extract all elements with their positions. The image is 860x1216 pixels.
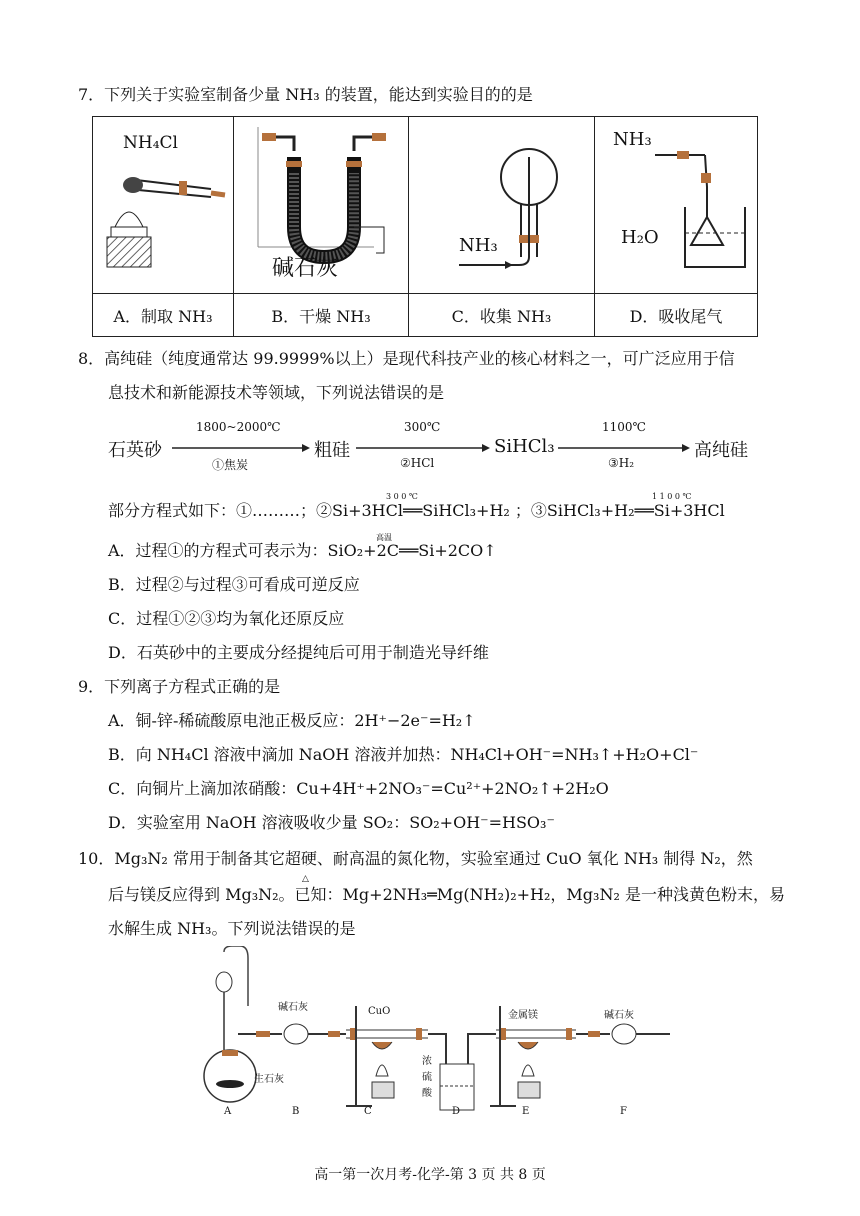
h2o-label: H₂O <box>621 227 659 248</box>
q10-stem-line3: 水解生成 NH₃。下列说法错误的是 <box>108 919 356 938</box>
q7-stem: 7．下列关于实验室制备少量 NH₃ 的装置，能达到实验目的的是 <box>78 85 533 104</box>
option-a-condition: 高温 <box>376 533 392 542</box>
nh3-label-c: NH₃ <box>459 235 498 256</box>
q10-stem-line2: 后与镁反应得到 Mg₃N₂。已知：Mg+2NH₃═Mg(NH₂)₂+H₂，Mg₃N₂ 是一种浅黄色粉末，易 <box>108 885 785 904</box>
q10-heat-condition: △ <box>302 874 309 884</box>
letter-c: C <box>364 1106 372 1117</box>
cond-1-below: ①焦炭 <box>212 458 249 472</box>
q8-option-c: C．过程①②③均为氧化还原反应 <box>108 609 345 628</box>
mg3n2-apparatus <box>196 946 676 1122</box>
q9-option-d: D．实验室用 NaOH 溶液吸收少量 SO₂：SO₂+OH⁻=HSO₃⁻ <box>108 813 555 832</box>
soda-lime-label: 碱石灰 <box>272 256 339 281</box>
quicklime-label: 生石灰 <box>254 1074 284 1085</box>
silicon-process-flow <box>108 420 768 480</box>
q8-option-b: B．过程②与过程③可看成可逆反应 <box>108 575 360 594</box>
option-a-label: A．制取 NH₃ <box>93 294 234 337</box>
option-c-label: C．收集 NH₃ <box>409 294 595 337</box>
flask-collection-diagram <box>409 117 594 293</box>
conc-label-2: 硫 <box>422 1072 432 1083</box>
q7-options-table <box>92 116 758 337</box>
eq2-condition: 3 0 0 ℃ <box>386 492 418 501</box>
page-footer: 高一第一次月考-化学-第 3 页 共 8 页 <box>314 1167 546 1183</box>
q9-option-a: A．铜-锌-稀硫酸原电池正极反应：2H⁺−2e⁻=H₂↑ <box>108 711 476 730</box>
letter-e: E <box>522 1106 530 1117</box>
q8-equations: 部分方程式如下：①………；②Si+3HCl══SiHCl₃+H₂ ；③SiHCl₃+H₂══Si+3HCl <box>108 501 725 520</box>
nh4cl-label: NH₄Cl <box>123 133 178 153</box>
soda-lime-b-label: 碱石灰 <box>278 1002 308 1013</box>
q8-option-d: D．石英砂中的主要成分经提纯后可用于制造光导纤维 <box>108 643 489 662</box>
letter-d: D <box>452 1106 461 1117</box>
option-b-label: B．干燥 NH₃ <box>234 294 409 337</box>
species-sihcl3: SiHCl₃ <box>494 436 555 457</box>
species-crude-si: 粗硅 <box>314 440 350 461</box>
cond-1-above: 1800~2000℃ <box>196 420 281 434</box>
cuo-label: CuO <box>368 1006 391 1017</box>
cond-3-above: 1100℃ <box>602 420 646 434</box>
metal-mg-label: 金属镁 <box>508 1010 538 1021</box>
soda-lime-f-label: 碱石灰 <box>604 1010 634 1021</box>
cond-3-below: ③H₂ <box>608 456 635 470</box>
heating-tube-diagram <box>93 117 233 293</box>
nh3-label-d: NH₃ <box>613 129 652 150</box>
letter-f: F <box>620 1106 627 1117</box>
q8-stem-line2: 息技术和新能源技术等领域，下列说法错误的是 <box>108 383 445 402</box>
q9-option-b: B．向 NH₄Cl 溶液中滴加 NaOH 溶液并加热：NH₄Cl+OH⁻=NH₃↑+H₂O+Cl⁻ <box>108 745 699 764</box>
letter-b: B <box>292 1106 300 1117</box>
conc-label-1: 浓 <box>422 1056 432 1067</box>
q9-stem: 9．下列离子方程式正确的是 <box>78 677 281 696</box>
species-quartz: 石英砂 <box>108 440 162 461</box>
cond-2-below: ②HCl <box>400 456 435 470</box>
q10-stem-line1: 10．Mg₃N₂ 常用于制备其它超硬、耐高温的氮化物，实验室通过 CuO 氧化 NH₃ 制得 N₂，然 <box>78 849 753 868</box>
q7-apparatus-d <box>595 117 758 294</box>
species-pure-si: 高纯硅 <box>694 440 748 461</box>
eq3-condition: 1 1 0 0 ℃ <box>652 492 692 501</box>
cond-2-above: 300℃ <box>404 420 441 434</box>
letter-a: A <box>224 1106 232 1117</box>
q7-apparatus-a <box>93 117 234 294</box>
conc-label-3: 酸 <box>422 1088 432 1099</box>
q7-apparatus-b <box>234 117 409 294</box>
q8-option-a: A．过程①的方程式可表示为：SiO₂+2C══Si+2CO↑ <box>108 541 497 560</box>
apparatus-drawing <box>196 946 676 1122</box>
q7-apparatus-c <box>409 117 595 294</box>
q9-option-c: C．向铜片上滴加浓硝酸：Cu+4H⁺+2NO₃⁻=Cu²⁺+2NO₂↑+2H₂O <box>108 779 609 798</box>
q8-stem-line1: 8．高纯硅（纯度通常达 99.9999%以上）是现代科技产业的核心材料之一，可广泛应用于信 <box>78 349 735 368</box>
option-d-label: D．吸收尾气 <box>595 294 758 337</box>
